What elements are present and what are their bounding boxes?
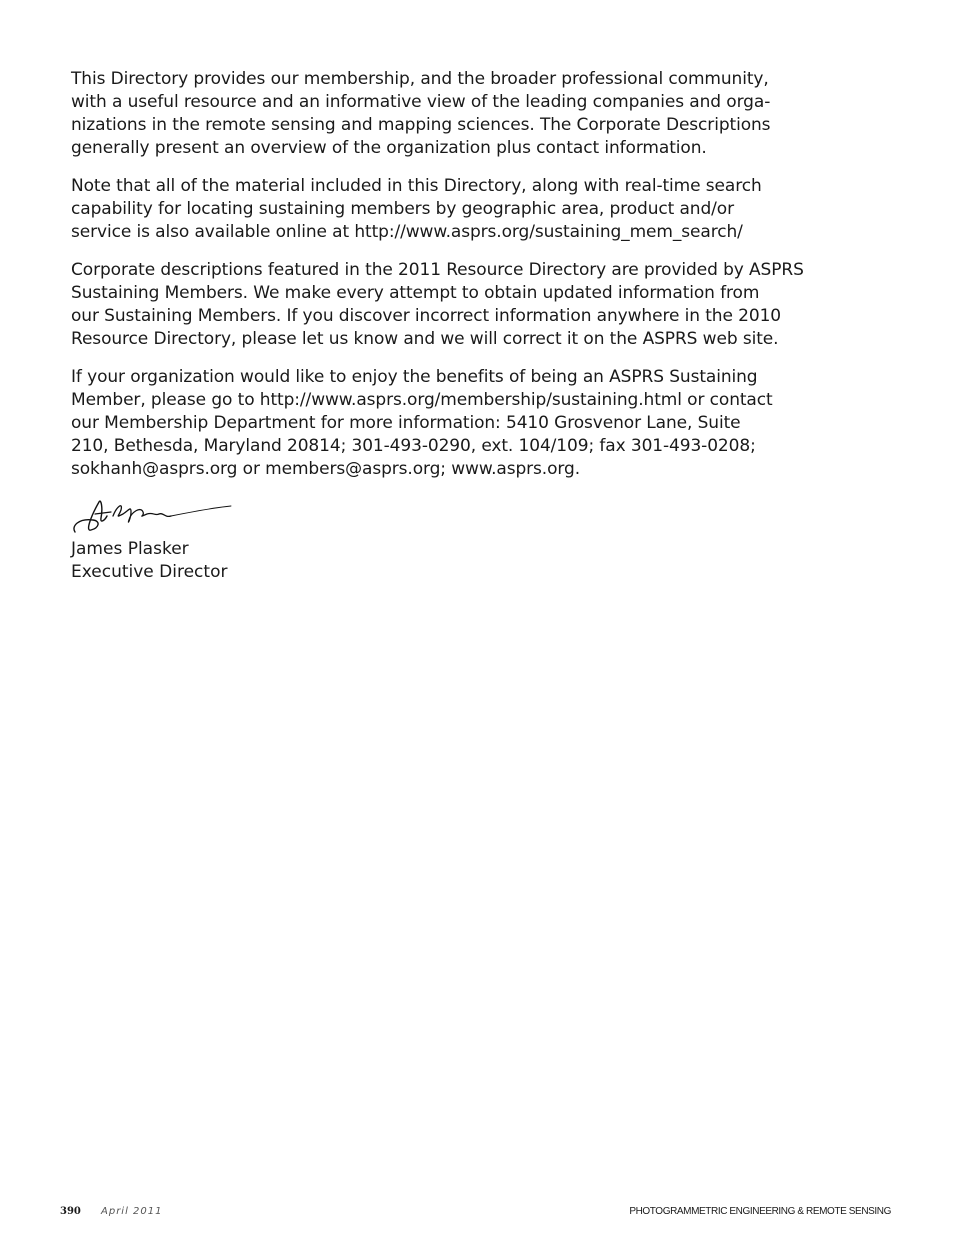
paragraph-corporate-descriptions (71, 259, 804, 351)
paragraph-line: service is also available online at http://www.asprs.org/sustaining_mem_search/ (71, 222, 743, 242)
paragraph-line: our Membership Department for more information: 5410 Grosvenor Lane, Suite (71, 413, 741, 433)
paragraph-line: capability for locating sustaining members by geographic area, product and/or (71, 199, 734, 219)
paragraph-line: our Sustaining Members. If you discover incorrect information anywhere in the 2010 (71, 306, 782, 326)
signature-block (71, 496, 791, 584)
paragraph-line: 210, Bethesda, Maryland 20814; 301-493-0290, ext. 104/109; fax 301-493-0208; (71, 436, 756, 456)
paragraph-online-search (71, 175, 791, 244)
issue-date: April 2011 (101, 1206, 163, 1217)
paragraph-line: This Directory provides our membership, and the broader professional community, (71, 69, 769, 89)
handwritten-signature (71, 496, 241, 538)
paragraph-line: nizations in the remote sensing and mapping sciences. The Corporate Descriptions (71, 115, 771, 135)
paragraph-line: Member, please go to http://www.asprs.org/membership/sustaining.html or contact (71, 390, 773, 410)
signatory-title: Executive Director (71, 562, 228, 582)
paragraph-line: generally present an overview of the organization plus contact information. (71, 138, 707, 158)
paragraph-line: Resource Directory, please let us know and we will correct it on the ASPRS web site. (71, 329, 779, 349)
page-footer (0, 1206, 960, 1222)
paragraph-line: with a useful resource and an informative view of the leading companies and orga- (71, 92, 771, 112)
paragraph-intro (71, 68, 791, 160)
paragraph-line: Note that all of the material included in this Directory, along with real-time search (71, 176, 762, 196)
journal-name: PHOTOGRAMMETRIC ENGINEERING & REMOTE SENSING (629, 1206, 891, 1217)
paragraph-contact (71, 366, 791, 481)
paragraph-line: sokhanh@asprs.org or members@asprs.org; www.asprs.org. (71, 459, 580, 479)
page-number: 390 (60, 1206, 81, 1217)
signatory-name: James Plasker (71, 539, 189, 559)
paragraph-line: Corporate descriptions featured in the 2011 Resource Directory are provided by ASPRS (71, 260, 804, 280)
paragraph-line: Sustaining Members. We make every attempt to obtain updated information from (71, 283, 760, 303)
paragraph-line: If your organization would like to enjoy the benefits of being an ASPRS Sustaining (71, 367, 758, 387)
letter-body (71, 68, 804, 584)
